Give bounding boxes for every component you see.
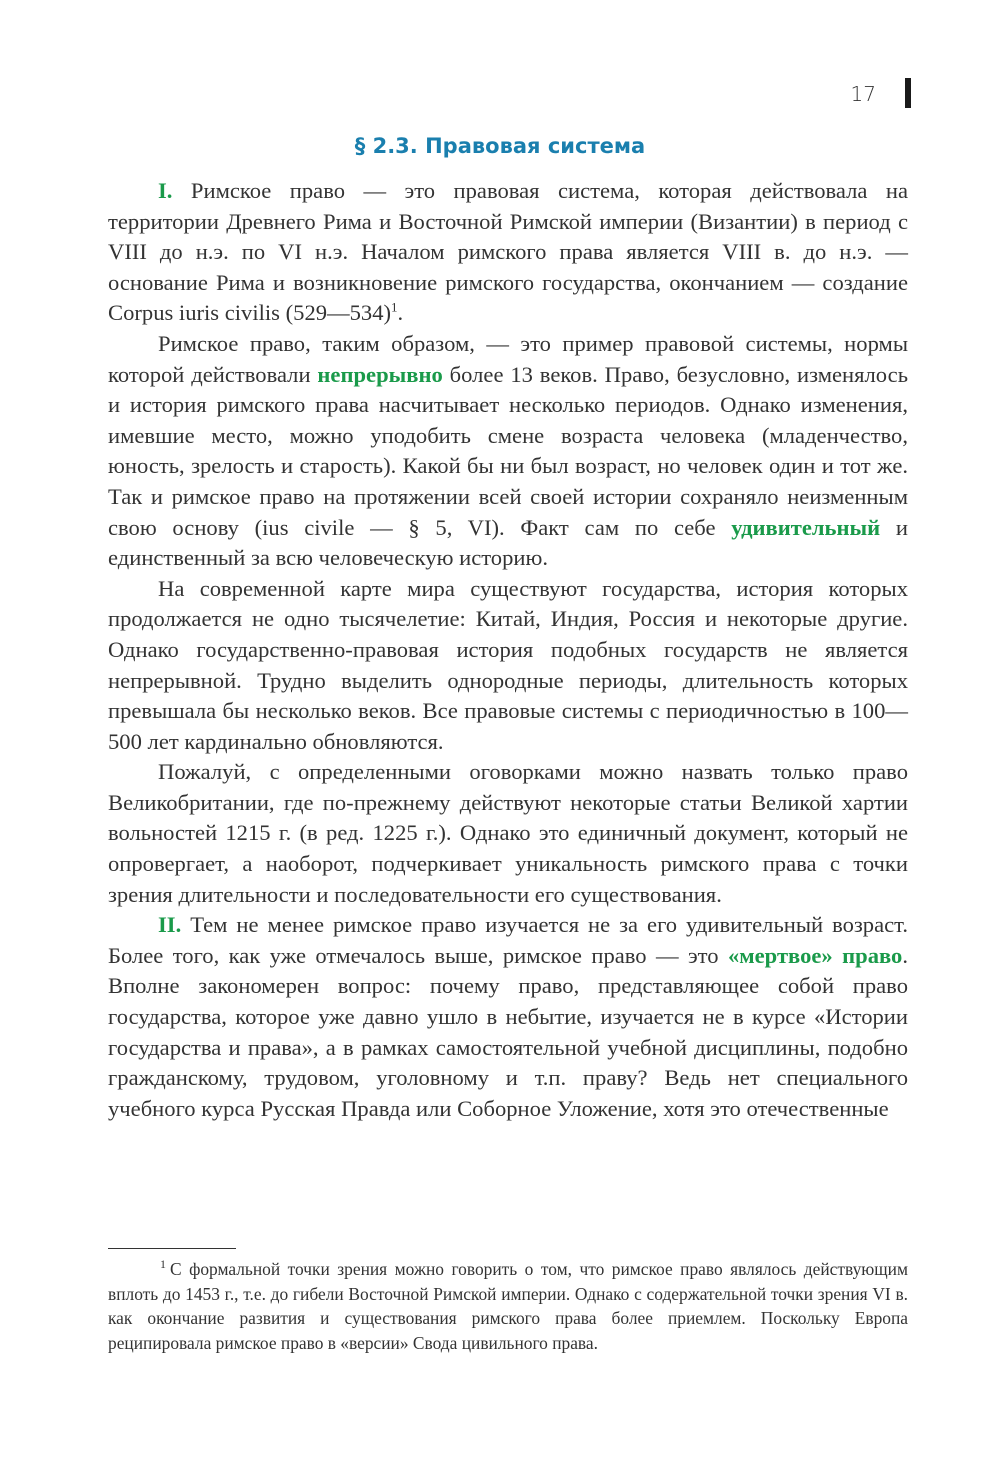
page-number-bar — [905, 78, 911, 108]
roman-numeral-2: II. — [158, 912, 182, 938]
paragraph-2 — [108, 329, 908, 574]
paragraph-5-before: Тем не менее римское право изучается не за его удивительный возраст. Более того, как уже отмечалось выше, римское право — это — [108, 912, 908, 968]
paragraph-1-text: Римское право — это правовая система, которая действовала на территории Древнего Рима и Восточной Римской империи (Византии) в период с VIII до н.э. по VI н.э. Началом римского права является VIII в. до н.э. — основание Рима и возникновение римского государства, окончанием — создание Corpus iuris civilis (529—534) — [108, 178, 908, 326]
body-text — [108, 176, 908, 1124]
footnote-text: С формальной точки зрения можно говорить о том, что римское право являлось действующим вплоть до 1453 г., т.е. до гибели Восточной Римской империи. Однако с содержательной точки зрения VI в. как окончание развития и существования римского права более приемлем. Поскольку Европа реципировала римское право в «версии» Свода цивильного права. — [108, 1259, 908, 1353]
paragraph-3: На современной карте мира существуют государства, история которых продолжается не одно тысячелетие: Китай, Индия, Россия и некоторые другие. Однако государственно-правовая история подобных государств не является непрерывной. Трудно выделить однородные периоды, длительность которых превышала бы несколько веков. Все правовые системы с периодичностью в 100—500 лет кардинально обновляются. — [108, 575, 908, 754]
emphasis-term: удивительный — [731, 514, 881, 540]
paragraph-2-after: и единственный за всю человеческую историю. — [108, 514, 908, 571]
paragraph-4: Пожалуй, с определенными оговорками можно назвать только право Великобритании, где по-прежнему действуют некоторые статьи Великой хартии вольностей 1215 г. (в ред. 1225 г.). Однако это единичный документ, который не опровергает, а наоборот, подчеркивает уникальность римского права с точки зрения длительности и последовательности его существования. — [108, 759, 908, 907]
emphasis-term: «мертвое» право — [727, 942, 903, 968]
paragraph-2-middle: более 13 веков. Право, безусловно, изменялось и история римского права насчитывает несколько периодов. Однако изменения, имевшие место, можно уподобить смене возраста человека (младенчество, юность, зрелость и старость). Какой бы ни был возраст, но человек один и тот же. Так и римское право на протяжении всей своей истории сохраняло неизменным свою основу (ius civile — § 5, VI). Факт сам по себе — [108, 361, 908, 540]
roman-numeral-1: I. — [158, 178, 173, 203]
footnote-reference[interactable]: 1 — [391, 299, 398, 315]
paragraph-1-end: . — [397, 300, 404, 326]
emphasis-term: непрерывно — [317, 361, 443, 387]
footnote-divider — [108, 1248, 236, 1249]
paragraph-5-after: . Вполне закономерен вопрос: почему право, представляющее собой право государства, которое уже давно ушло в небытие, изучается не в курсе «Истории государства и права», а в рамках самостоятельной учебной дисциплины, подобно гражданскому, трудовом, уголовному и т.п. праву? Ведь нет специального учебного курса Русская Правда или Соборное Уложение, хотя это отечественные — [108, 942, 908, 1121]
section-title: § 2.3. Правовая система — [354, 134, 646, 158]
page-number: 17 — [850, 82, 876, 106]
paragraph-1 — [108, 176, 908, 329]
footnote-paragraph — [108, 1257, 908, 1355]
footnote-mark: 1 — [160, 1257, 166, 1272]
paragraph-2-before: Римское право, таким образом, — это пример правовой системы, нормы которой действовали — [108, 330, 908, 387]
footnote — [108, 1257, 908, 1355]
paragraph-5 — [108, 910, 908, 1124]
